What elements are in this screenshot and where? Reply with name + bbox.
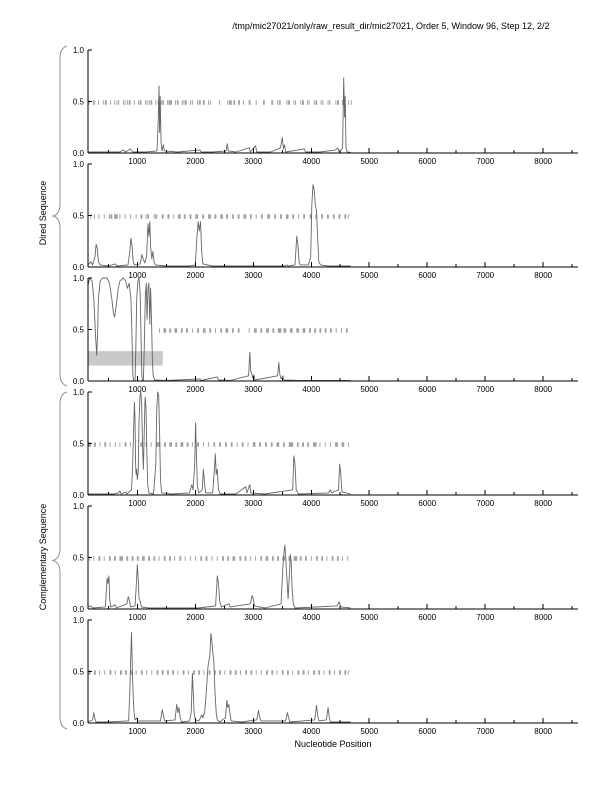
x-tick-label: 7000 [476, 727, 495, 736]
y-tick-label: 0.5 [72, 97, 84, 107]
y-tick-label: 0.5 [72, 439, 84, 449]
panel-svg-3 [0, 270, 612, 396]
x-tick-label: 7000 [476, 157, 495, 166]
x-tick-label: 5000 [360, 157, 379, 166]
curve-line [88, 185, 351, 266]
curve-line [88, 78, 351, 153]
x-tick-label: 6000 [418, 499, 437, 508]
curve-line [88, 632, 351, 722]
x-tick-label: 3000 [244, 271, 263, 280]
plot-title: /tmp/mic27021/only/raw_result_dir/mic27021, Order 5, Window 96, Step 12, 2/2 [232, 21, 550, 31]
y-tick-label: 0.0 [72, 719, 84, 728]
x-tick-label: 1000 [128, 157, 147, 166]
y-tick-label: 0.5 [72, 553, 84, 563]
panel-2 [0, 156, 612, 282]
x-tick-label: 7000 [476, 385, 495, 394]
x-tick-label: 1000 [128, 385, 147, 394]
x-tick-label: 5000 [360, 613, 379, 622]
x-tick-label: 1000 [128, 727, 147, 736]
panel-6 [0, 612, 612, 738]
panel-1 [0, 42, 612, 168]
x-tick-label: 3000 [244, 385, 263, 394]
threshold-markers [89, 442, 348, 447]
y-tick-label: 1.0 [72, 46, 84, 55]
x-tick-label: 2000 [186, 727, 205, 736]
x-tick-label: 2000 [186, 271, 205, 280]
x-tick-label: 8000 [534, 385, 553, 394]
y-tick-label: 0.0 [72, 263, 84, 272]
x-tick-label: 4000 [302, 385, 321, 394]
axes [88, 620, 578, 723]
x-tick-label: 5000 [360, 499, 379, 508]
panel-svg-5 [0, 498, 612, 624]
threshold-markers [89, 100, 351, 105]
x-tick-label: 4000 [302, 613, 321, 622]
axes [88, 392, 578, 495]
x-tick-label: 8000 [534, 613, 553, 622]
y-tick-label: 1.0 [72, 616, 84, 625]
threshold-markers [89, 670, 348, 675]
x-tick-label: 6000 [418, 727, 437, 736]
x-tick-label: 3000 [244, 499, 263, 508]
panel-svg-1 [0, 42, 612, 168]
y-tick-label: 0.5 [72, 325, 84, 335]
x-tick-label: 1000 [128, 613, 147, 622]
group-label-direct-sequence: Dired Sequence [38, 180, 48, 246]
panel-4 [0, 384, 612, 510]
x-tick-label: 6000 [418, 157, 437, 166]
y-tick-label: 0.0 [72, 605, 84, 614]
x-tick-label: 5000 [360, 385, 379, 394]
x-tick-label: 6000 [418, 613, 437, 622]
x-tick-label: 3000 [244, 727, 263, 736]
x-tick-label: 6000 [418, 271, 437, 280]
x-tick-label: 4000 [302, 727, 321, 736]
x-tick-label: 4000 [302, 271, 321, 280]
x-tick-label: 2000 [186, 157, 205, 166]
y-tick-label: 1.0 [72, 388, 84, 397]
x-tick-label: 2000 [186, 385, 205, 394]
panel-3 [0, 270, 612, 396]
y-tick-label: 1.0 [72, 274, 84, 283]
y-tick-label: 0.0 [72, 149, 84, 158]
x-tick-label: 5000 [360, 727, 379, 736]
highlight-band [88, 351, 163, 365]
x-tick-label: 2000 [186, 499, 205, 508]
x-tick-label: 4000 [302, 499, 321, 508]
x-tick-label: 8000 [534, 499, 553, 508]
x-tick-label: 1000 [128, 499, 147, 508]
x-axis-title: Nucleotide Position [294, 739, 372, 749]
threshold-markers [159, 328, 347, 333]
panel-svg-6 [0, 612, 612, 738]
y-tick-label: 1.0 [72, 160, 84, 169]
x-tick-label: 5000 [360, 271, 379, 280]
y-tick-label: 0.0 [72, 377, 84, 386]
x-tick-label: 7000 [476, 499, 495, 508]
y-tick-label: 0.5 [72, 211, 84, 221]
y-tick-label: 0.0 [72, 491, 84, 500]
x-tick-label: 7000 [476, 613, 495, 622]
x-tick-label: 3000 [244, 613, 263, 622]
panel-svg-2 [0, 156, 612, 282]
panel-5 [0, 498, 612, 624]
x-tick-label: 3000 [244, 157, 263, 166]
x-tick-label: 8000 [534, 157, 553, 166]
x-tick-label: 6000 [418, 385, 437, 394]
x-tick-label: 8000 [534, 727, 553, 736]
x-tick-label: 7000 [476, 271, 495, 280]
y-tick-label: 1.0 [72, 502, 84, 511]
group-label-complementary-sequence: Complementary Sequence [38, 503, 48, 611]
curve-line [88, 545, 351, 608]
y-tick-label: 0.5 [72, 667, 84, 677]
panel-svg-4 [0, 384, 612, 510]
x-tick-label: 2000 [186, 613, 205, 622]
x-tick-label: 1000 [128, 271, 147, 280]
threshold-markers [89, 556, 347, 561]
x-tick-label: 4000 [302, 157, 321, 166]
threshold-markers [91, 214, 348, 219]
x-tick-label: 8000 [534, 271, 553, 280]
